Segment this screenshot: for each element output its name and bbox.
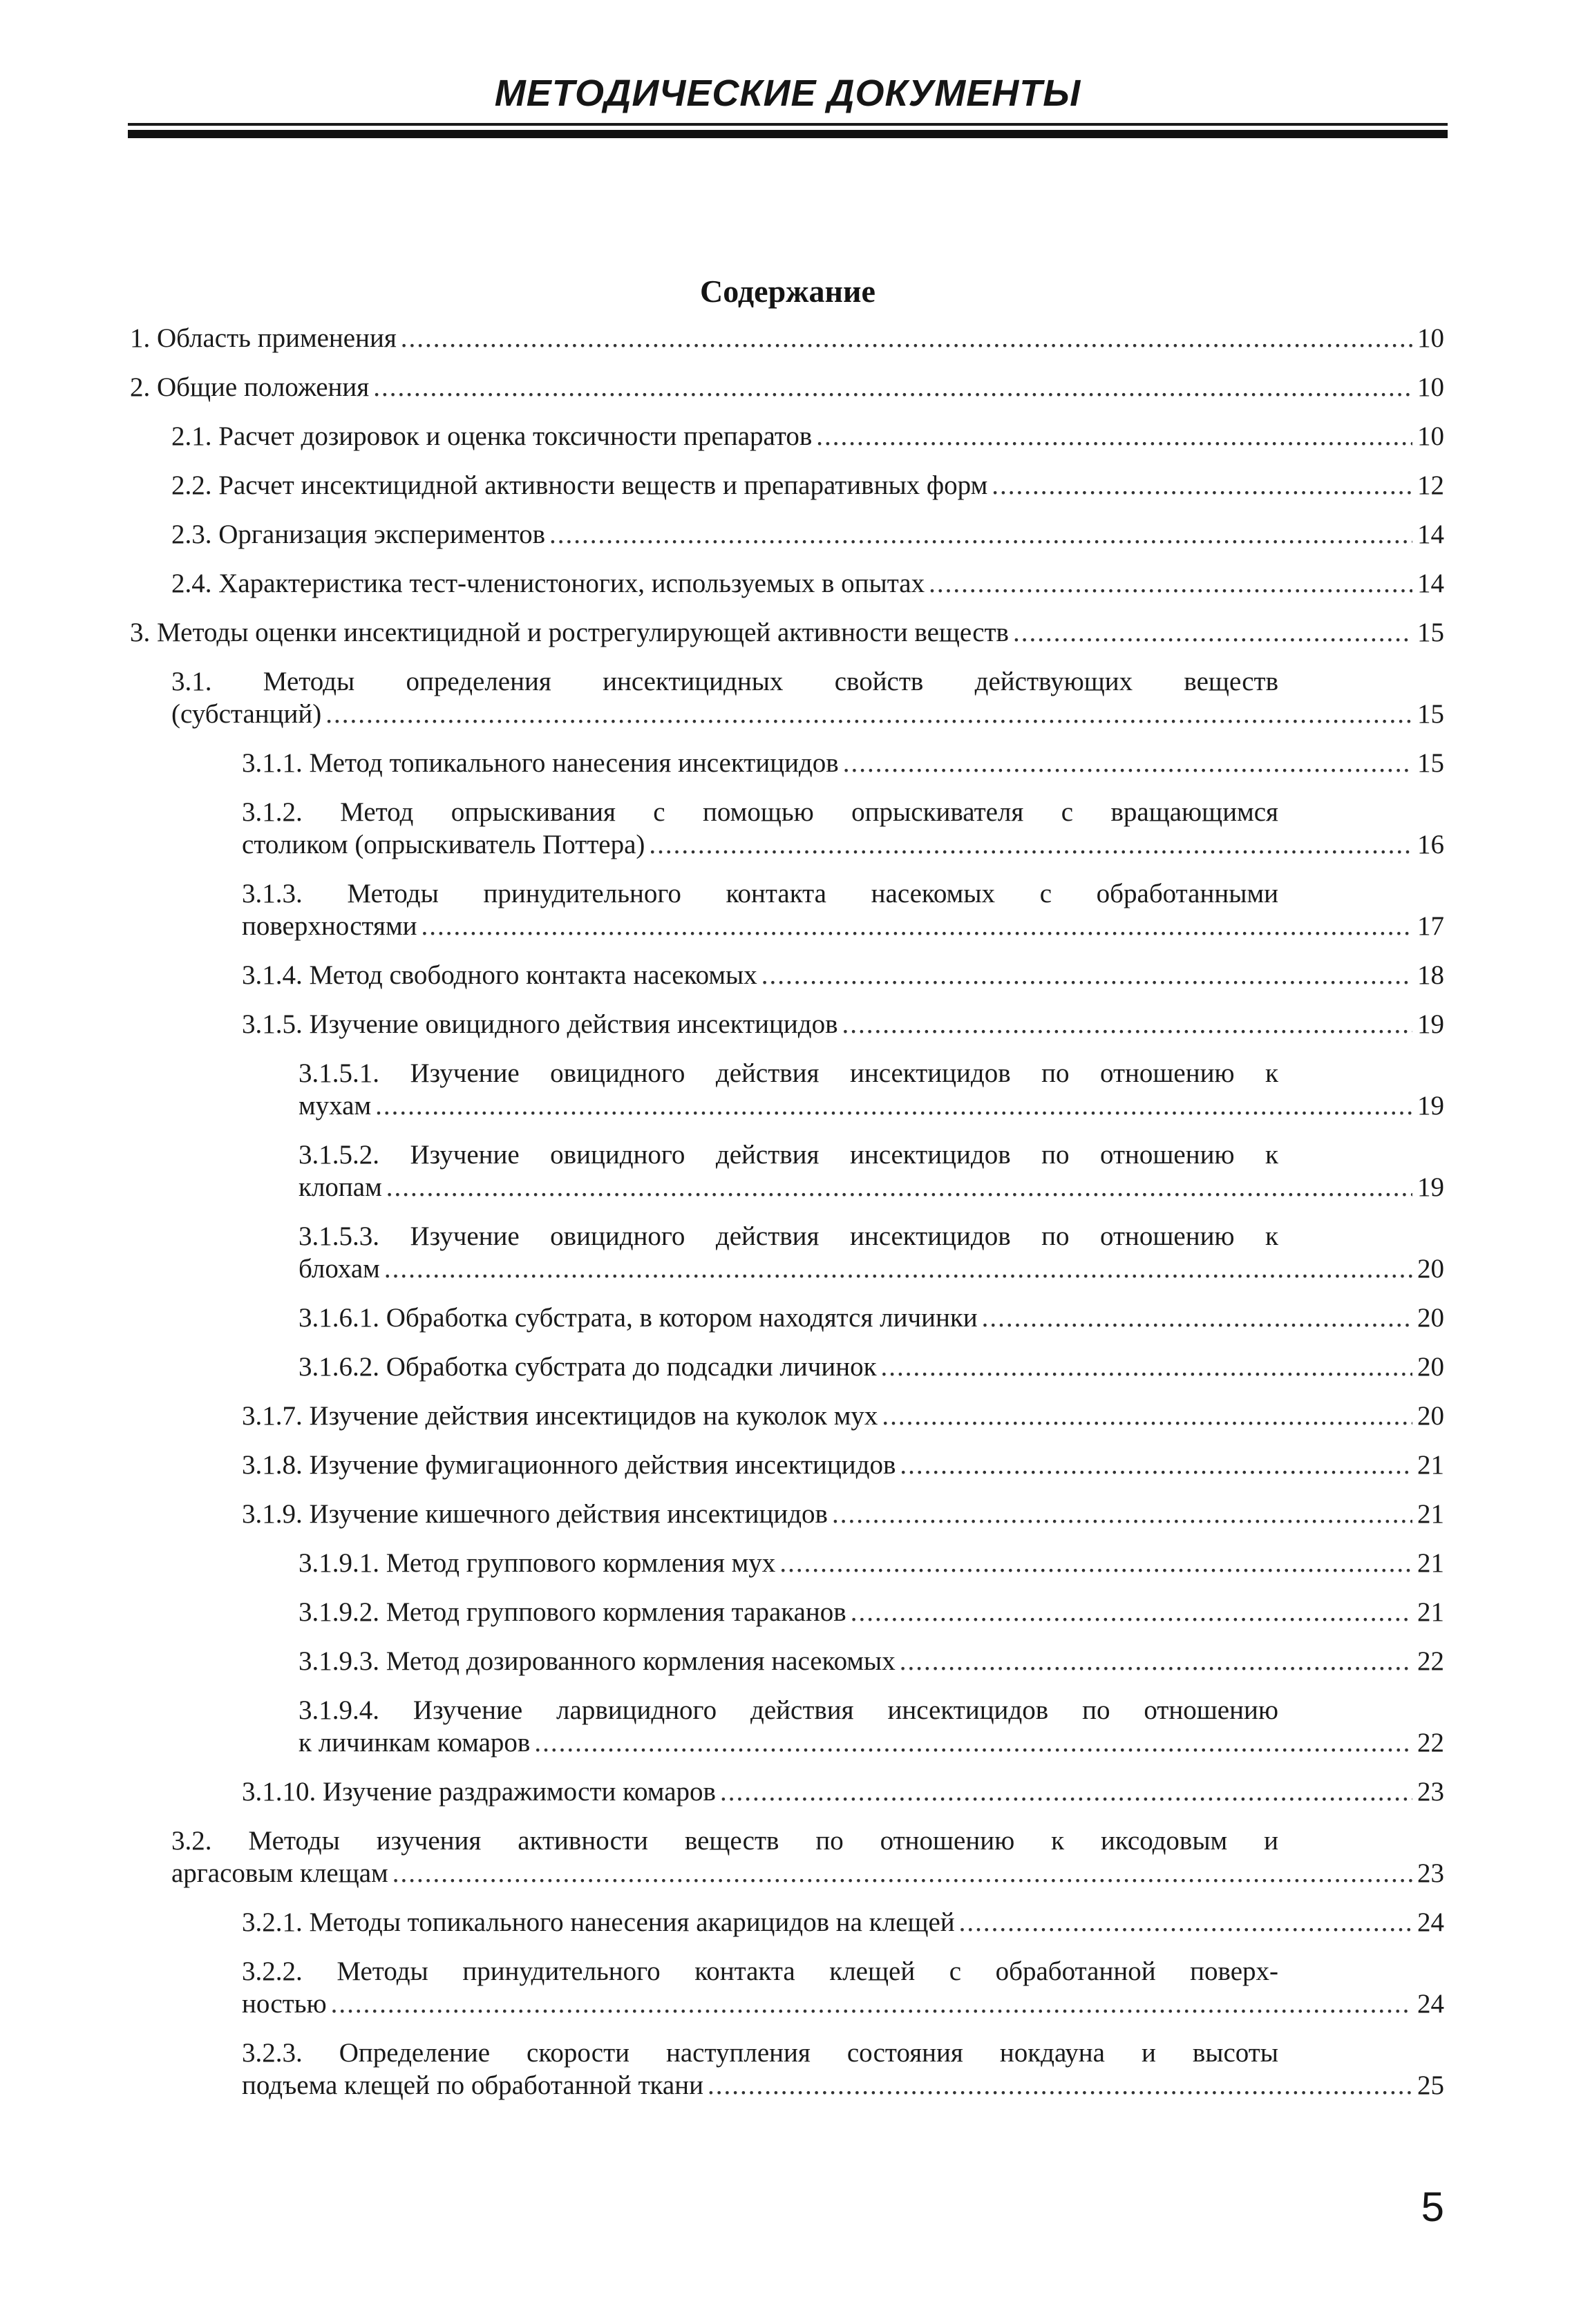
dot-leader	[832, 1498, 1412, 1530]
toc-entry	[130, 1351, 1444, 1383]
toc-entry-title: 3.1.6.1. Обработка субстрата, в котором находятся личинки	[299, 1303, 978, 1333]
toc-entry	[130, 959, 1444, 991]
toc-entry	[130, 747, 1444, 779]
toc-entry-title: поверхностями	[242, 911, 417, 941]
toc-entry-page: 15	[1417, 618, 1444, 647]
toc-entry-title-line: 3.2.3. Определение скорости наступления состояния нокдауна и высоты	[242, 2038, 1278, 2068]
toc-entry-page: 19	[1417, 1009, 1444, 1039]
toc-entry-title: 2.2. Расчет инсектицидной активности веществ и препаративных форм	[171, 470, 988, 500]
toc-entry-title-line: 3.1.5.3. Изучение овицидного действия инсектицидов по отношению к	[299, 1221, 1278, 1251]
toc-entry-page: 20	[1417, 1401, 1444, 1431]
header-rule-thin	[128, 123, 1448, 126]
toc-entry	[130, 665, 1444, 730]
dot-leader	[882, 1400, 1412, 1432]
toc-entry-title: (субстанций)	[171, 699, 322, 729]
toc-entry-page: 21	[1417, 1499, 1444, 1529]
toc-entry-title: 3.1.1. Метод топикального нанесения инсектицидов	[242, 748, 839, 778]
dot-leader	[534, 1726, 1412, 1759]
toc-entry-page: 20	[1417, 1254, 1444, 1284]
page-number: 5	[1421, 2184, 1444, 2230]
toc-entry	[130, 1955, 1444, 2020]
toc-entry	[130, 1906, 1444, 1939]
toc-entry-page: 22	[1417, 1728, 1444, 1758]
toc-entry-page: 21	[1417, 1597, 1444, 1627]
toc-entry-title-line: 3.1.5.2. Изучение овицидного действия инсектицидов по отношению к	[299, 1140, 1278, 1170]
toc-entry-title: 3.1.7. Изучение действия инсектицидов на куколок мух	[242, 1401, 878, 1431]
toc-entry	[130, 1498, 1444, 1530]
dot-leader	[881, 1351, 1412, 1383]
dot-leader	[779, 1547, 1412, 1579]
toc-entry-title: 2. Общие положения	[130, 372, 370, 402]
toc-entry	[130, 2037, 1444, 2102]
toc-entry-page: 17	[1417, 911, 1444, 941]
toc-entry-page: 24	[1417, 1907, 1444, 1937]
toc-entry-title: 2.1. Расчет дозировок и оценка токсичности препаратов	[171, 421, 813, 451]
toc-entry-page: 19	[1417, 1172, 1444, 1202]
toc-entry-title: 3.1.10. Изучение раздражимости комаров	[242, 1777, 716, 1807]
toc-entry	[130, 1694, 1444, 1759]
toc-entry-page: 12	[1417, 470, 1444, 500]
toc-entry-page: 20	[1417, 1352, 1444, 1382]
toc-entry-page: 10	[1417, 323, 1444, 353]
dot-leader	[422, 910, 1412, 942]
dot-leader	[959, 1906, 1412, 1939]
dot-leader	[843, 747, 1412, 779]
dot-leader	[392, 1857, 1412, 1889]
toc-entry-page: 19	[1417, 1091, 1444, 1121]
toc-entry-page: 14	[1417, 569, 1444, 598]
toc-entry-title: аргасовым клещам	[171, 1858, 388, 1888]
toc-entry-page: 21	[1417, 1548, 1444, 1578]
dot-leader	[373, 371, 1412, 403]
toc-entry	[130, 1449, 1444, 1481]
toc-entry-title: блохам	[299, 1254, 380, 1284]
dot-leader	[992, 469, 1412, 502]
toc-entry-title: 3.1.6.2. Обработка субстрата до подсадки личинок	[299, 1352, 877, 1382]
dot-leader	[1013, 616, 1412, 649]
toc-entry	[130, 1547, 1444, 1579]
toc-entry-title: 3. Методы оценки инсектицидной и рострегулирующей активности веществ	[130, 618, 1009, 647]
toc-entry-page: 18	[1417, 960, 1444, 990]
toc-entry	[130, 1008, 1444, 1040]
dot-leader	[720, 1775, 1412, 1808]
toc-entry-page: 15	[1417, 748, 1444, 778]
toc-entry	[130, 1139, 1444, 1203]
toc-entry-title: 3.1.9. Изучение кишечного действия инсектицидов	[242, 1499, 828, 1529]
dot-leader	[386, 1171, 1412, 1203]
toc-entry-title: 3.2.1. Методы топикального нанесения акарицидов на клещей	[242, 1907, 955, 1937]
toc-entry-page: 16	[1417, 830, 1444, 859]
toc-entry-title: 2.3. Организация экспериментов	[171, 520, 545, 549]
toc-entry	[130, 469, 1444, 502]
toc-entry-title: подъема клещей по обработанной ткани	[242, 2070, 703, 2100]
toc-entry	[130, 616, 1444, 649]
toc-entry	[130, 1057, 1444, 1122]
dot-leader	[708, 2069, 1412, 2102]
toc-entry-page: 14	[1417, 520, 1444, 549]
header-rule-thick	[128, 130, 1448, 138]
toc-entry-title-line: 3.1. Методы определения инсектицидных свойств действующих веществ	[171, 667, 1278, 696]
dot-leader	[900, 1645, 1412, 1677]
toc-entry-title: 2.4. Характеристика тест-членистоногих, используемых в опытах	[171, 569, 925, 598]
toc-entry	[130, 796, 1444, 861]
toc-entry-title-line: 3.1.2. Метод опрыскивания с помощью опрыскивателя с вращающимся	[242, 797, 1278, 827]
toc-entry-title: клопам	[299, 1172, 382, 1202]
toc-entry-page: 22	[1417, 1646, 1444, 1676]
dot-leader	[331, 1988, 1412, 2020]
toc-entry-title-line: 3.1.9.4. Изучение ларвицидного действия инсектицидов по отношению	[299, 1695, 1278, 1725]
dot-leader	[549, 518, 1412, 551]
toc-entry-title-line: 3.1.5.1. Изучение овицидного действия инсектицидов по отношению к	[299, 1058, 1278, 1088]
toc-entry-title: 3.1.5. Изучение овицидного действия инсектицидов	[242, 1009, 838, 1039]
toc-entry-title: 3.1.8. Изучение фумигационного действия инсектицидов	[242, 1450, 896, 1480]
toc-entry	[130, 1645, 1444, 1677]
toc-entry-title: ностью	[242, 1989, 327, 2019]
toc-entry-page: 10	[1417, 372, 1444, 402]
toc-entry	[130, 1220, 1444, 1285]
toc-entry	[130, 322, 1444, 354]
toc-entry-page: 20	[1417, 1303, 1444, 1333]
dot-leader	[325, 698, 1412, 730]
toc-entry-page: 15	[1417, 699, 1444, 729]
toc-entry-title: к личинкам комаров	[299, 1728, 531, 1758]
dot-leader	[929, 567, 1412, 600]
toc-entry	[130, 1596, 1444, 1628]
toc-entry-title-line: 3.2. Методы изучения активности веществ по отношению к иксодовым и	[171, 1826, 1278, 1856]
toc-entry	[130, 877, 1444, 942]
toc-entry-page: 23	[1417, 1858, 1444, 1888]
toc-entry-title-line: 3.1.3. Методы принудительного контакта насекомых с обработанными	[242, 879, 1278, 908]
toc-entry	[130, 1400, 1444, 1432]
toc-entry-title: 3.1.9.2. Метод группового кормления тараканов	[299, 1597, 846, 1627]
toc-entry-page: 24	[1417, 1989, 1444, 2019]
toc-entry	[130, 371, 1444, 403]
toc-entry	[130, 420, 1444, 453]
dot-leader	[900, 1449, 1412, 1481]
toc-entry-title: столиком (опрыскиватель Поттера)	[242, 830, 645, 859]
toc-entry-title-line: 3.2.2. Методы принудительного контакта клещей с обработанной поверх-	[242, 1956, 1278, 1986]
dot-leader	[649, 828, 1412, 861]
toc-entry	[130, 567, 1444, 600]
toc-entry	[130, 1302, 1444, 1334]
toc-entry	[130, 1775, 1444, 1808]
running-header	[128, 69, 1448, 138]
toc-entry-title: 3.1.9.3. Метод дозированного кормления насекомых	[299, 1646, 896, 1676]
dot-leader	[401, 322, 1412, 354]
dot-leader	[761, 959, 1412, 991]
dot-leader	[375, 1089, 1412, 1122]
toc-entry	[130, 1825, 1444, 1889]
toc-heading: Содержание	[700, 274, 875, 309]
toc-entry-page: 21	[1417, 1450, 1444, 1480]
toc-entry-title: 1. Область применения	[130, 323, 397, 353]
dot-leader	[842, 1008, 1412, 1040]
toc-entry-title: мухам	[299, 1091, 372, 1121]
dot-leader	[816, 420, 1412, 453]
toc-entry	[130, 518, 1444, 551]
running-header-title: МЕТОДИЧЕСКИЕ ДОКУМЕНТЫ	[494, 73, 1081, 114]
toc-entry-title: 3.1.9.1. Метод группового кормления мух	[299, 1548, 776, 1578]
dot-leader	[384, 1253, 1412, 1285]
toc-entry-page: 25	[1417, 2070, 1444, 2100]
toc-entry-title: 3.1.4. Метод свободного контакта насекомых	[242, 960, 757, 990]
dot-leader	[982, 1302, 1412, 1334]
toc-entry-page: 10	[1417, 421, 1444, 451]
table-of-contents	[130, 322, 1444, 2118]
dot-leader	[851, 1596, 1412, 1628]
toc-entry-page: 23	[1417, 1777, 1444, 1807]
